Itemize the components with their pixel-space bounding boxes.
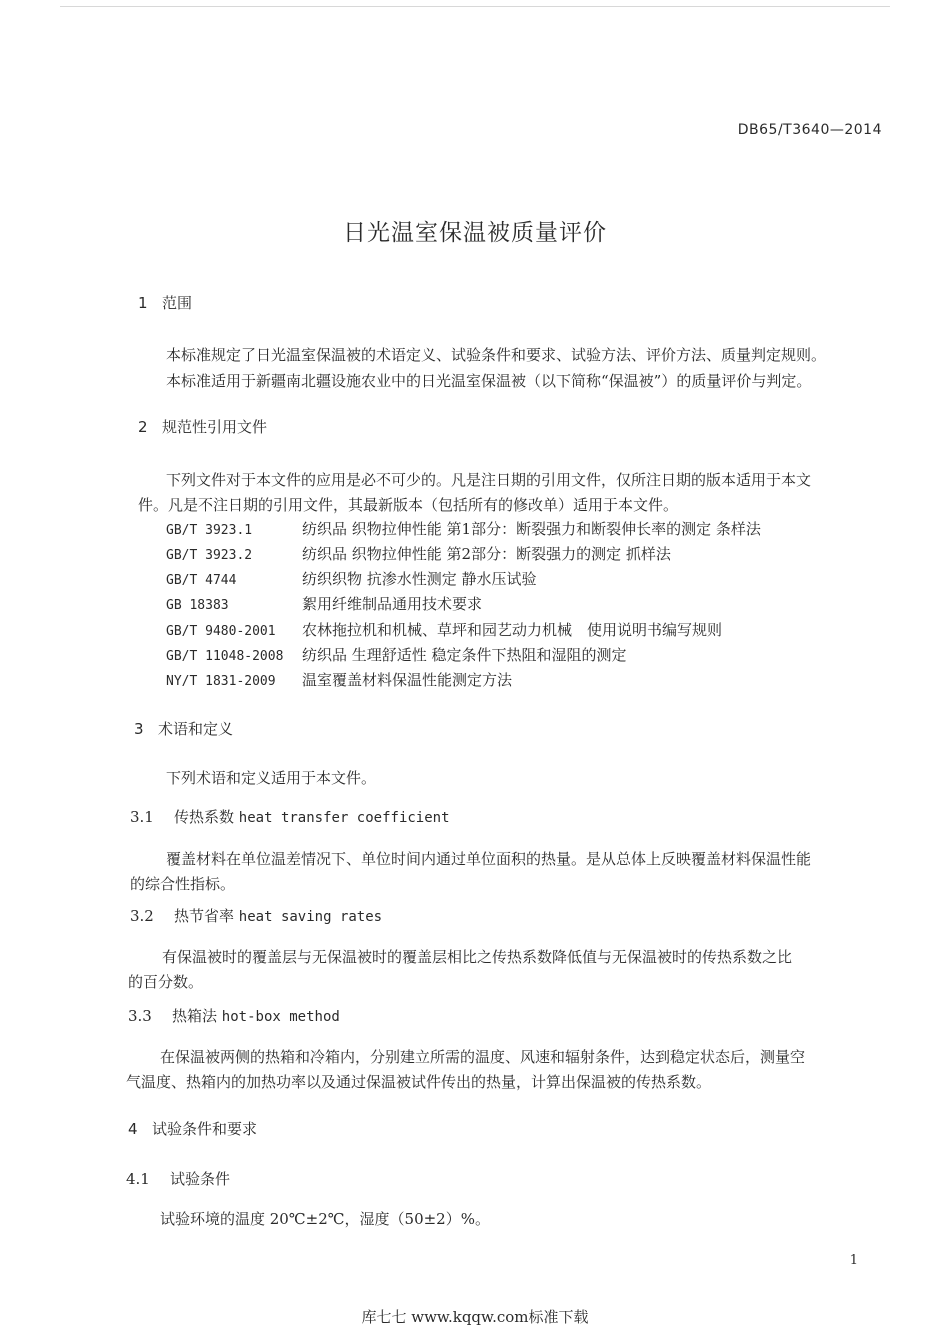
section-3-heading [134,718,233,739]
reference-name: 农林拖拉机和机械、草坪和园艺动力机械 使用说明书编写规则 [302,621,723,639]
term-3-3-def-line-1: 在保温被两侧的热箱和冷箱内，分别建立所需的温度、风速和辐射条件，达到稳定状态后，测量空 [160,1048,806,1066]
normative-intro-line-2: 件。凡是不注日期的引用文件，其最新版本（包括所有的修改单）适用于本文件。 [138,496,679,514]
scope-paragraph-2: 本标准适用于新疆南北疆设施农业中的日光温室保温被（以下简称“保温被”）的质量评价与判定。 [166,372,812,390]
section-4-heading [128,1118,257,1139]
reference-row [166,543,671,564]
reference-row [166,518,761,539]
reference-name: 絮用纤维制品通用技术要求 [302,595,483,613]
clause-4-1-heading [126,1168,230,1189]
reference-name: 纺织品 织物拉伸性能 第2部分：断裂强力的测定 抓样法 [302,545,671,563]
reference-name: 温室覆盖材料保温性能测定方法 [302,671,513,689]
term-3-2-heading [130,905,382,926]
section-1-heading [138,292,192,313]
clause-title: 试验条件 [170,1170,231,1188]
section-title: 试验条件和要求 [152,1120,258,1138]
section-title: 规范性引用文件 [162,418,268,436]
term-number: 3.2 [130,907,154,925]
term-3-1-def-line-1: 覆盖材料在单位温差情况下、单位时间内通过单位面积的热量。是从总体上反映覆盖材料保温性能 [166,850,812,868]
term-english: heat transfer coefficient [238,810,450,826]
section-2-heading [138,416,267,437]
term-title: 热箱法 [172,1007,218,1025]
reference-code: GB/T 9480-2001 [166,624,276,639]
reference-code: GB/T 3923.1 [166,523,253,538]
term-number: 3.3 [128,1007,152,1025]
reference-row [166,644,627,665]
reference-name: 纺织品 生理舒适性 稳定条件下热阻和湿阻的测定 [302,646,627,664]
footer-watermark-text: 库七七 www.kqqw.com标准下载 [361,1308,589,1326]
normative-intro-line-1: 下列文件对于本文件的应用是必不可少的。凡是注日期的引用文件，仅所注日期的版本适用于本文 [166,471,812,489]
reference-name: 纺织织物 抗渗水性测定 静水压试验 [302,570,537,588]
reference-row [166,568,537,589]
reference-code: NY/T 1831-2009 [166,674,276,689]
section-number: 2 [138,418,148,436]
scan-border-line [60,6,890,7]
term-3-2-def-line-2: 的百分数。 [128,973,204,991]
test-conditions-text: 试验环境的温度 20℃±2℃，湿度（50±2）%。 [160,1210,490,1228]
term-english: hot-box method [221,1009,340,1025]
term-title: 传热系数 [174,808,235,826]
terms-intro: 下列术语和定义适用于本文件。 [166,769,377,787]
section-number: 4 [128,1120,138,1138]
reference-row [166,593,482,614]
section-number: 3 [134,720,144,738]
term-3-3-heading [128,1005,340,1026]
term-english: heat saving rates [238,909,383,925]
reference-code: GB/T 11048-2008 [166,649,284,664]
term-3-2-def-line-1: 有保温被时的覆盖层与无保温被时的覆盖层相比之传热系数降低值与无保温被时的传热系数之比 [162,948,793,966]
term-3-1-def-line-2: 的综合性指标。 [130,875,236,893]
section-title: 范围 [162,294,193,312]
reference-code: GB/T 4744 [166,573,237,588]
reference-name: 纺织品 织物拉伸性能 第1部分：断裂强力和断裂伸长率的测定 条样法 [302,520,761,538]
term-3-1-heading [130,806,450,827]
standard-code: DB65/T3640—2014 [737,122,882,138]
term-3-3-def-line-2: 气温度、热箱内的加热功率以及通过保温被试件传出的热量，计算出保温被的传热系数。 [126,1073,712,1091]
reference-code: GB/T 3923.2 [166,548,253,563]
reference-code: GB 18383 [166,598,229,613]
clause-number: 4.1 [126,1170,150,1188]
page-number: 1 [849,1253,858,1268]
scope-paragraph-1: 本标准规定了日光温室保温被的术语定义、试验条件和要求、试验方法、评价方法、质量判定规则。 [166,346,827,364]
reference-row [166,669,512,690]
section-title: 术语和定义 [158,720,234,738]
document-title: 日光温室保温被质量评价 [343,220,607,246]
reference-row [166,619,722,640]
section-number: 1 [138,294,148,312]
term-title: 热节省率 [174,907,235,925]
term-number: 3.1 [130,808,154,826]
